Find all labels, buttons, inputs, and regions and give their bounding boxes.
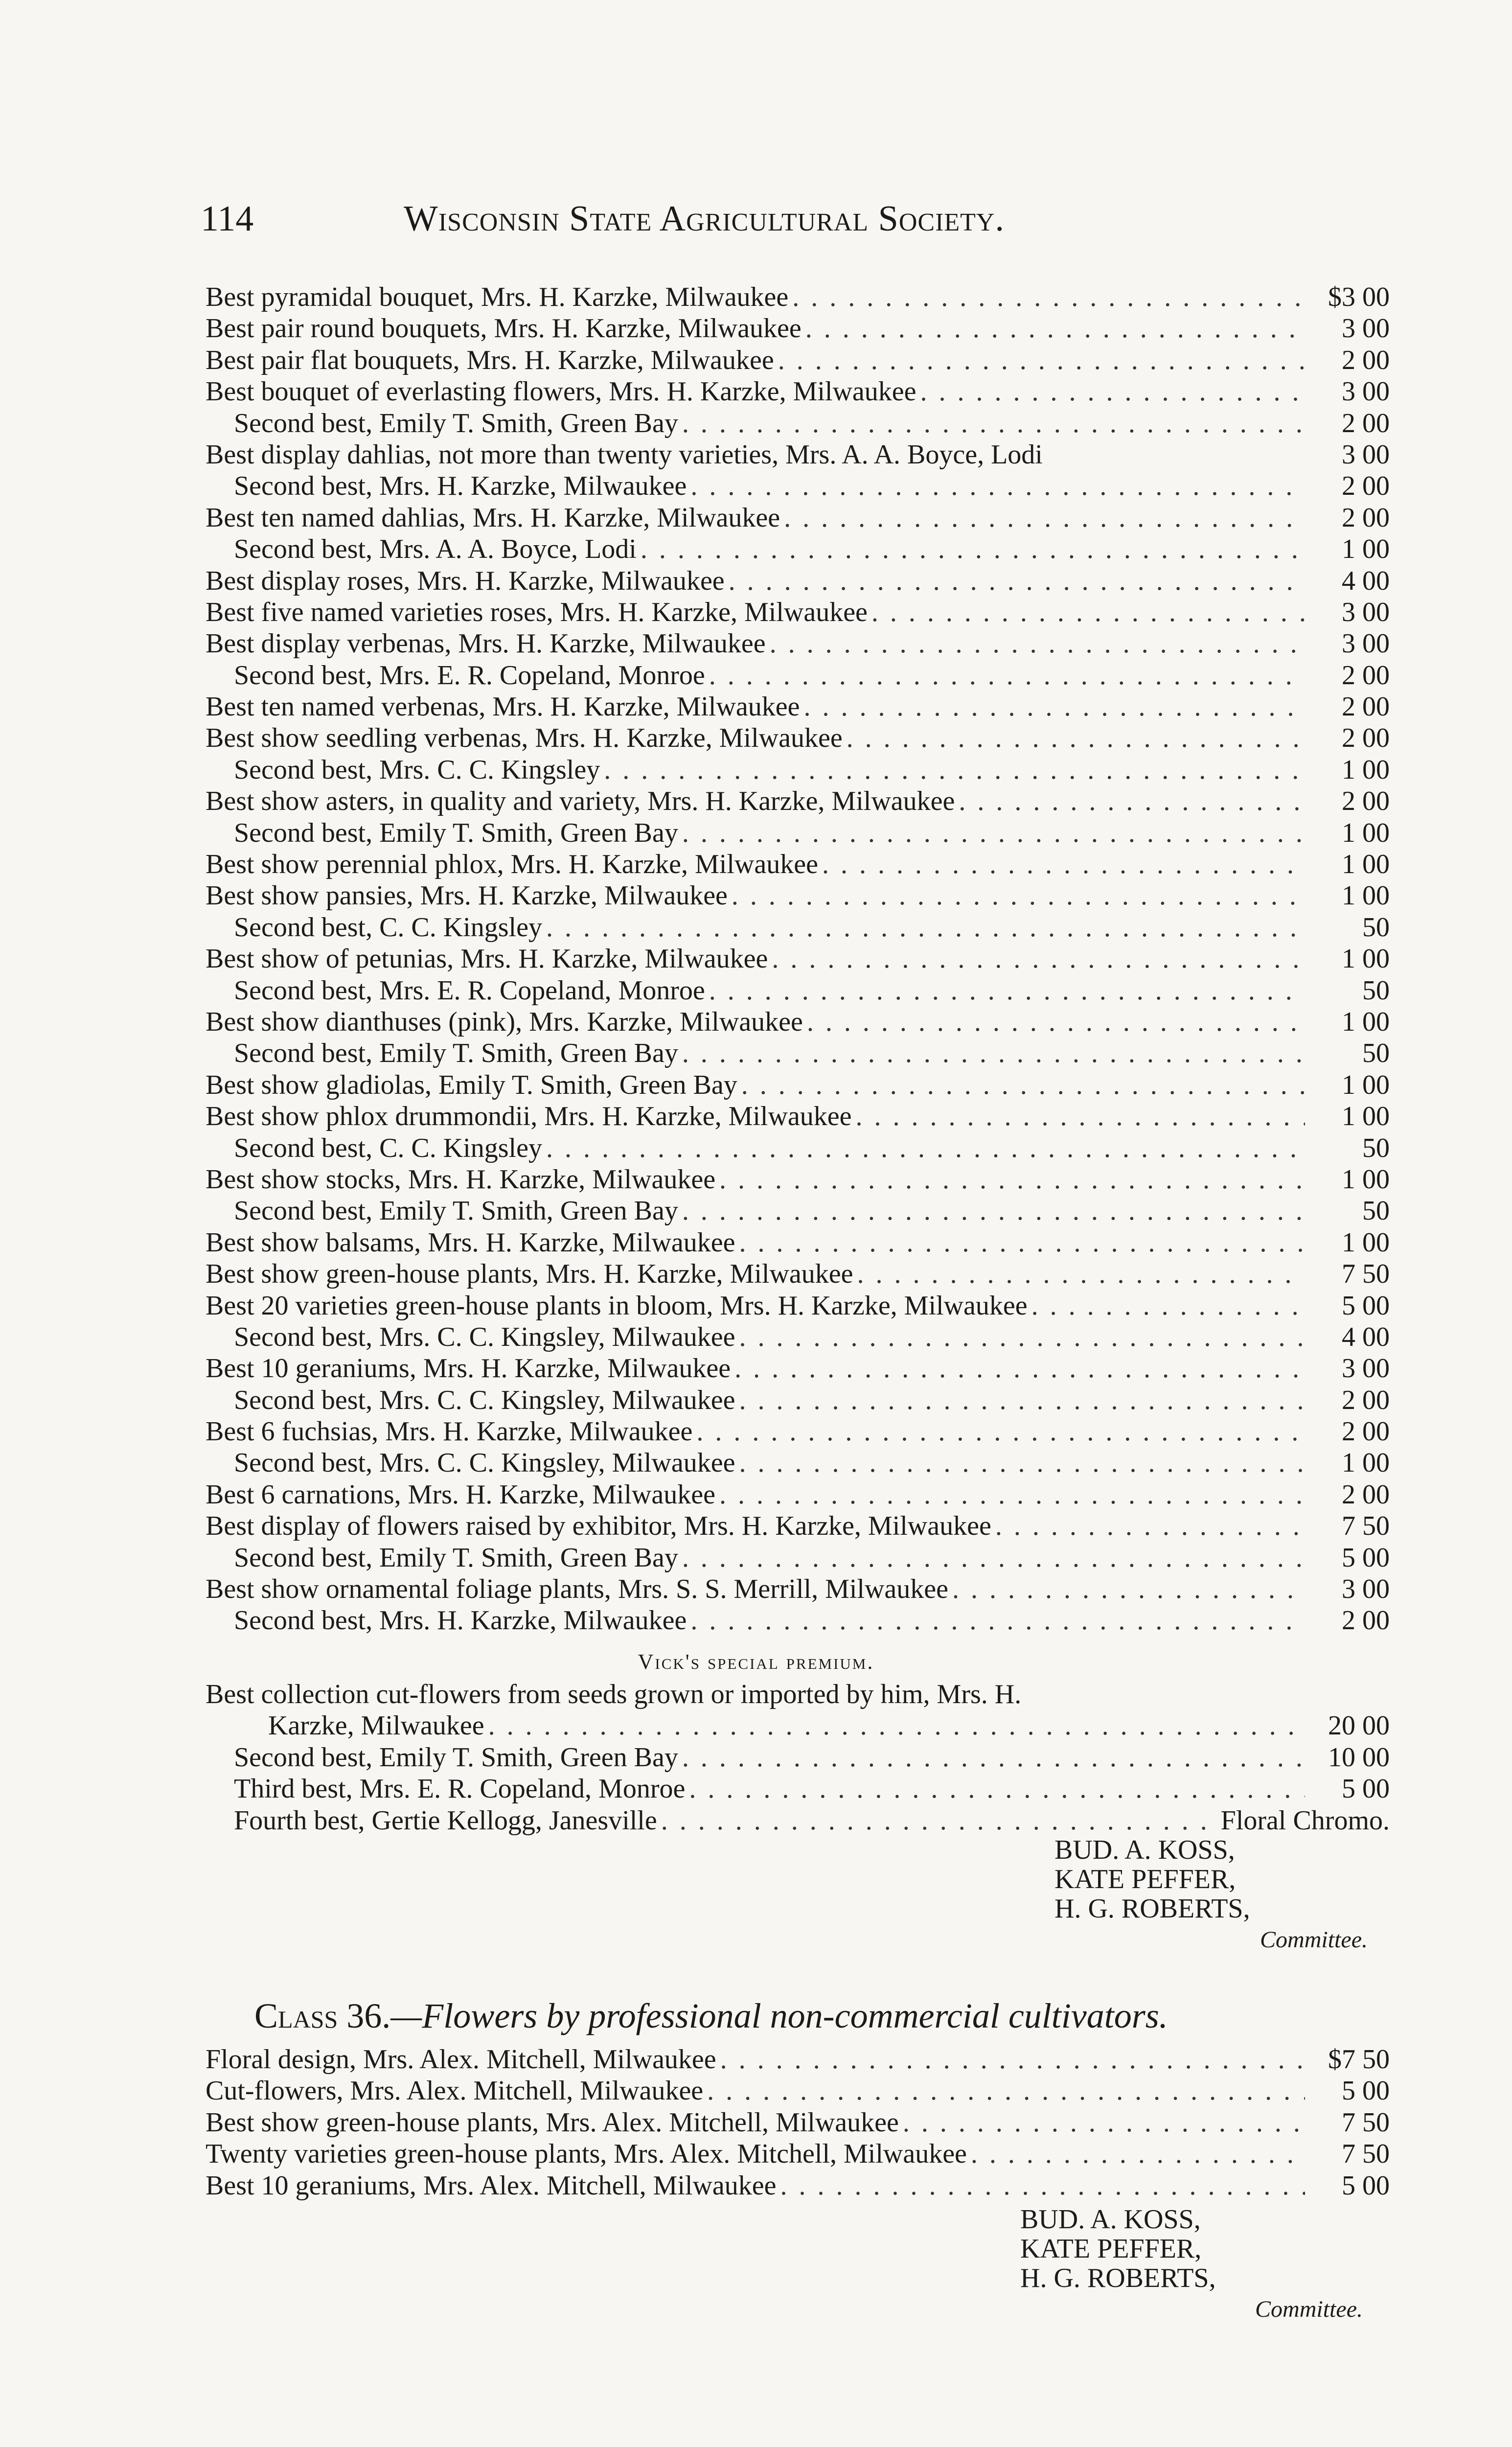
dot-leader (661, 1805, 1217, 1836)
premium-amount: $3 00 (1328, 282, 1390, 312)
dot-leader (682, 1195, 1305, 1226)
dot-leader (546, 1132, 1305, 1164)
premium-row (206, 2170, 1390, 2201)
dot-leader (857, 1258, 1305, 1290)
premium-row (206, 943, 1390, 974)
premium-amount: 1 00 (1342, 944, 1390, 974)
premium-amount: 5 00 (1342, 2076, 1390, 2106)
premium-entry-text: Best 20 varieties green-house plants in bloom, Mrs. H. Karzke, Milwaukee (206, 1290, 1028, 1321)
premium-row (206, 281, 1390, 313)
premium-row (206, 1069, 1390, 1101)
dot-leader (847, 722, 1305, 754)
premium-entry-text: Best ten named verbenas, Mrs. H. Karzke, Milwaukee (206, 692, 800, 722)
premium-amount: 2 00 (1342, 1416, 1390, 1447)
premium-amount: 7 50 (1342, 1259, 1390, 1290)
dot-leader (732, 880, 1305, 911)
premium-entry-text: Best show asters, in quality and variety, Mrs. H. Karzke, Milwaukee (206, 786, 955, 817)
premium-entry-text: Twenty varieties green-house plants, Mrs. Alex. Mitchell, Milwaukee (206, 2139, 967, 2170)
premium-amount: 1 00 (1342, 817, 1390, 848)
premium-row (206, 1038, 1390, 1069)
dot-leader (739, 1227, 1305, 1258)
premium-entry-text: Second best, Mrs. E. R. Copeland, Monroe (234, 660, 705, 691)
premium-amount: 3 00 (1342, 597, 1390, 627)
premium-row (206, 691, 1390, 722)
dot-leader (682, 1038, 1305, 1069)
dot-leader (805, 313, 1305, 344)
premium-row (206, 408, 1390, 439)
running-title: Wisconsin State Agricultural Society. (404, 199, 1005, 239)
premium-amount: 5 00 (1342, 1290, 1390, 1321)
dot-leader (488, 1710, 1305, 1741)
dot-leader (604, 754, 1305, 785)
class-title: —Flowers by professional non-commercial cultivators. (390, 1996, 1168, 2035)
premium-entry-text: Best show green-house plants, Mrs. H. Karzke, Milwaukee (206, 1259, 853, 1290)
premium-row (206, 1227, 1390, 1258)
premium-row (206, 1321, 1390, 1353)
premium-entry-text: Best ten named dahlias, Mrs. H. Karzke, Milwaukee (206, 502, 780, 533)
committee-member: KATE PEFFER, (1054, 1864, 1236, 1894)
premium-amount: 4 00 (1342, 565, 1390, 596)
premium-amount: 4 00 (1342, 1321, 1390, 1352)
dot-leader (720, 2044, 1305, 2075)
premium-row (206, 1805, 1390, 1836)
premium-amount: 2 00 (1342, 1605, 1390, 1636)
premium-entry-text: Floral design, Mrs. Alex. Mitchell, Milwaukee (206, 2044, 716, 2075)
premium-amount: 7 50 (1342, 2107, 1390, 2138)
premium-row (206, 1542, 1390, 1573)
premium-entry-text: Best show dianthuses (pink), Mrs. Karzke, Milwaukee (206, 1006, 803, 1037)
premium-row (206, 785, 1390, 817)
dot-leader (689, 1773, 1305, 1804)
premium-row (206, 1385, 1390, 1416)
dot-leader (903, 2107, 1305, 2138)
premium-amount: 3 00 (1342, 439, 1390, 470)
premium-amount: 7 50 (1342, 1511, 1390, 1542)
premium-entry-text: Best display dahlias, not more than twenty varieties, Mrs. A. A. Boyce, Lodi (206, 439, 1043, 470)
premium-entry-text: Best 10 geraniums, Mrs. H. Karzke, Milwaukee (206, 1353, 731, 1384)
dot-leader (719, 1479, 1305, 1510)
dot-leader (682, 1542, 1305, 1573)
class-number: Class 36. (254, 1996, 391, 2035)
premium-entry-text: Best display roses, Mrs. H. Karzke, Milwaukee (206, 565, 725, 596)
premium-entry-text: Second best, Mrs. H. Karzke, Milwaukee (234, 1605, 687, 1636)
premium-entry-text: Second best, Mrs. C. C. Kingsley, Milwaukee (234, 1385, 735, 1415)
committee-label: Committee. (1255, 2296, 1363, 2322)
premium-amount: 2 00 (1342, 1479, 1390, 1510)
premium-row (206, 754, 1390, 785)
premium-row (206, 2075, 1390, 2106)
premium-row (206, 470, 1390, 502)
premium-amount: 2 00 (1342, 723, 1390, 754)
committee-signature-2 (1020, 2205, 1363, 2324)
premium-amount: 1 00 (1342, 1006, 1390, 1037)
dot-leader (709, 660, 1305, 691)
dot-leader (822, 849, 1305, 880)
premium-amount: 1 00 (1342, 880, 1390, 911)
premium-row (206, 597, 1390, 628)
premium-row (206, 1101, 1390, 1132)
dot-leader (739, 1321, 1306, 1353)
premium-row (206, 1132, 1390, 1164)
premium-entry-text: Third best, Mrs. E. R. Copeland, Monroe (234, 1774, 686, 1804)
premium-row (206, 1479, 1390, 1510)
premium-list-professional (206, 2044, 1390, 2201)
premium-amount: 1 00 (1342, 849, 1390, 880)
premium-entry-text: Second best, Mrs. A. A. Boyce, Lodi (234, 534, 637, 565)
dot-leader (739, 1385, 1306, 1416)
premium-amount: 3 00 (1342, 1574, 1390, 1605)
premium-amount: $7 50 (1328, 2044, 1390, 2075)
dot-leader (641, 533, 1305, 565)
committee-member: BUD. A. KOSS, (1020, 2204, 1201, 2235)
premium-row (206, 849, 1390, 880)
premium-row (206, 1416, 1390, 1447)
committee-label: Committee. (1260, 1927, 1368, 1953)
premium-entry-text: Second best, Mrs. E. R. Copeland, Monroe (234, 975, 705, 1006)
premium-row (206, 722, 1390, 754)
premium-amount: 50 (1362, 1196, 1390, 1226)
premium-entry-text: Best show balsams, Mrs. H. Karzke, Milwaukee (206, 1227, 735, 1258)
premium-amount: 2 00 (1342, 471, 1390, 502)
vick-intro-text: Best collection cut-flowers from seeds grown or imported by him, Mrs. H. (206, 1679, 1022, 1709)
dot-leader (804, 691, 1306, 722)
dot-leader (772, 943, 1305, 974)
dot-leader (807, 1006, 1305, 1038)
vick-special-premium-heading: Vick's special premium. (638, 1650, 874, 1674)
dot-leader (770, 628, 1305, 659)
dot-leader (739, 1447, 1306, 1478)
page-header (201, 198, 1395, 252)
dot-leader (971, 2138, 1305, 2170)
dot-leader (780, 2170, 1305, 2201)
premium-amount: 2 00 (1342, 502, 1390, 533)
premium-row (206, 880, 1390, 911)
premium-entry-text: Second best, Emily T. Smith, Green Bay (234, 1542, 678, 1573)
premium-entry-text: Second best, C. C. Kingsley (234, 1132, 542, 1163)
premium-entry-text: Best show phlox drummondii, Mrs. H. Karzke, Milwaukee (206, 1101, 852, 1132)
premium-row (206, 2044, 1390, 2075)
premium-amount: 2 00 (1342, 660, 1390, 691)
dot-leader (778, 345, 1305, 376)
page-number: 114 (201, 199, 254, 239)
premium-list-flowers (206, 281, 1390, 1637)
premium-amount: 2 00 (1342, 1385, 1390, 1415)
premium-row (206, 1164, 1390, 1195)
premium-entry-text: Best bouquet of everlasting flowers, Mrs. H. Karzke, Milwaukee (206, 376, 916, 407)
dot-leader (871, 597, 1305, 628)
premium-row (206, 533, 1390, 565)
premium-amount: 50 (1362, 912, 1390, 943)
premium-amount: 50 (1362, 1132, 1390, 1163)
dot-leader (784, 502, 1305, 533)
premium-entry-text: Best 6 fuchsias, Mrs. H. Karzke, Milwaukee (206, 1416, 693, 1447)
vick-intro-line (206, 1679, 1390, 1710)
premium-row (206, 1353, 1390, 1384)
premium-entry-text: Best 10 geraniums, Mrs. Alex. Mitchell, Milwaukee (206, 2170, 777, 2201)
premium-entry-text: Second best, Mrs. H. Karzke, Milwaukee (234, 471, 687, 502)
premium-row (206, 313, 1390, 344)
premium-entry-text: Second best, Emily T. Smith, Green Bay (234, 1742, 678, 1773)
premium-row (206, 660, 1390, 691)
premium-row (206, 1195, 1390, 1226)
premium-amount: 2 00 (1342, 345, 1390, 375)
premium-row (206, 345, 1390, 376)
premium-entry-text: Best show pansies, Mrs. H. Karzke, Milwaukee (206, 880, 728, 911)
vick-premium-list (206, 1679, 1390, 1836)
premium-row (206, 2138, 1390, 2170)
premium-row (206, 1573, 1390, 1605)
premium-row (206, 1447, 1390, 1478)
premium-amount: Floral Chromo. (1220, 1805, 1390, 1836)
premium-row (206, 1605, 1390, 1636)
premium-entry-text: Second best, C. C. Kingsley (234, 912, 542, 943)
premium-entry-text: Best pyramidal bouquet, Mrs. H. Karzke, Milwaukee (206, 282, 789, 312)
dot-leader (741, 1069, 1305, 1101)
premium-amount: 5 00 (1342, 2170, 1390, 2201)
committee-member: H. G. ROBERTS, (1054, 1893, 1250, 1924)
dot-leader (719, 1164, 1305, 1195)
premium-amount: 1 00 (1342, 1101, 1390, 1132)
premium-entry-text: Second best, Mrs. C. C. Kingsley, Milwaukee (234, 1321, 735, 1352)
dot-leader (682, 817, 1305, 849)
dot-leader (952, 1573, 1305, 1605)
premium-amount: 3 00 (1342, 313, 1390, 344)
committee-member: KATE PEFFER, (1020, 2234, 1202, 2264)
dot-leader (690, 1605, 1305, 1636)
premium-entry-text: Best show stocks, Mrs. H. Karzke, Milwaukee (206, 1164, 716, 1195)
premium-amount: 1 00 (1342, 1164, 1390, 1195)
premium-entry-text: Second best, Emily T. Smith, Green Bay (234, 1038, 678, 1069)
premium-row (206, 1290, 1390, 1321)
premium-row (206, 1773, 1390, 1804)
premium-amount: 5 00 (1342, 1774, 1390, 1804)
dot-leader (707, 2075, 1305, 2106)
premium-entry-text: Second best, Emily T. Smith, Green Bay (234, 817, 678, 848)
premium-row (206, 439, 1390, 470)
premium-amount: 2 00 (1342, 786, 1390, 817)
premium-entry-text: Best display of flowers raised by exhibitor, Mrs. H. Karzke, Milwaukee (206, 1511, 991, 1542)
dot-leader (729, 565, 1305, 597)
premium-amount: 3 00 (1342, 1353, 1390, 1384)
premium-entry-text: Best display verbenas, Mrs. H. Karzke, Milwaukee (206, 628, 766, 659)
premium-row (206, 975, 1390, 1006)
dot-leader (709, 975, 1305, 1006)
premium-amount: 50 (1362, 1038, 1390, 1069)
premium-row (206, 2107, 1390, 2138)
premium-entry-text: Second best, Emily T. Smith, Green Bay (234, 1196, 678, 1226)
dot-leader (792, 281, 1305, 313)
premium-amount: 2 00 (1342, 408, 1390, 439)
premium-amount: 1 00 (1342, 754, 1390, 785)
dot-leader (1031, 1290, 1305, 1321)
premium-amount: 10 00 (1328, 1742, 1390, 1773)
premium-amount: 20 00 (1328, 1710, 1390, 1741)
class-36-heading (254, 1996, 1168, 2036)
premium-row (206, 1258, 1390, 1290)
premium-entry-text: Second best, Emily T. Smith, Green Bay (234, 408, 678, 439)
premium-entry-text: Best show perennial phlox, Mrs. H. Karzke, Milwaukee (206, 849, 818, 880)
premium-row (206, 817, 1390, 849)
premium-amount: 3 00 (1342, 376, 1390, 407)
dot-leader (546, 912, 1305, 943)
premium-entry-text: Second best, Mrs. C. C. Kingsley, Milwaukee (234, 1448, 735, 1478)
premium-entry-text: Best 6 carnations, Mrs. H. Karzke, Milwaukee (206, 1479, 715, 1510)
premium-entry-text: Best pair round bouquets, Mrs. H. Karzke, Milwaukee (206, 313, 802, 344)
dot-leader (959, 785, 1305, 817)
dot-leader (920, 376, 1306, 407)
premium-entry-text: Best show green-house plants, Mrs. Alex. Mitchell, Milwaukee (206, 2107, 899, 2138)
premium-entry-text: Best show seedling verbenas, Mrs. H. Karzke, Milwaukee (206, 723, 843, 754)
premium-entry-text: Best show ornamental foliage plants, Mrs. S. S. Merrill, Milwaukee (206, 1574, 948, 1605)
committee-signature-1 (1054, 1835, 1368, 1955)
premium-amount: 1 00 (1342, 1448, 1390, 1478)
premium-entry-text: Karzke, Milwaukee (268, 1710, 484, 1741)
premium-amount: 1 00 (1342, 1069, 1390, 1100)
premium-entry-text: Best five named varieties roses, Mrs. H. Karzke, Milwaukee (206, 597, 868, 627)
premium-amount: 1 00 (1342, 534, 1390, 565)
premium-amount: 7 50 (1342, 2139, 1390, 2170)
premium-entry-text: Cut-flowers, Mrs. Alex. Mitchell, Milwaukee (206, 2076, 704, 2106)
dot-leader (682, 408, 1305, 439)
premium-row (206, 1510, 1390, 1542)
premium-row (206, 502, 1390, 533)
dot-leader (995, 1510, 1305, 1542)
premium-row (206, 1006, 1390, 1038)
premium-row (206, 912, 1390, 943)
premium-row (206, 565, 1390, 597)
premium-row (206, 1742, 1390, 1773)
dot-leader (855, 1101, 1305, 1132)
committee-member: H. G. ROBERTS, (1020, 2263, 1216, 2293)
dot-leader (696, 1416, 1305, 1447)
dot-leader (690, 470, 1305, 502)
dot-leader (734, 1353, 1305, 1384)
premium-amount: 3 00 (1342, 628, 1390, 659)
premium-row (206, 376, 1390, 407)
dot-leader (682, 1742, 1305, 1773)
premium-amount: 1 00 (1342, 1227, 1390, 1258)
premium-entry-text: Best show of petunias, Mrs. H. Karzke, Milwaukee (206, 944, 768, 974)
premium-amount: 2 00 (1342, 692, 1390, 722)
premium-entry-text: Fourth best, Gertie Kellogg, Janesville (234, 1805, 657, 1836)
committee-member: BUD. A. KOSS, (1054, 1835, 1235, 1865)
premium-entry-text: Second best, Mrs. C. C. Kingsley (234, 754, 600, 785)
premium-row (206, 628, 1390, 659)
premium-amount: 50 (1362, 975, 1390, 1006)
premium-amount: 5 00 (1342, 1542, 1390, 1573)
premium-row (206, 1710, 1390, 1741)
premium-entry-text: Best pair flat bouquets, Mrs. H. Karzke, Milwaukee (206, 345, 774, 375)
premium-entry-text: Best show gladiolas, Emily T. Smith, Green Bay (206, 1069, 737, 1100)
